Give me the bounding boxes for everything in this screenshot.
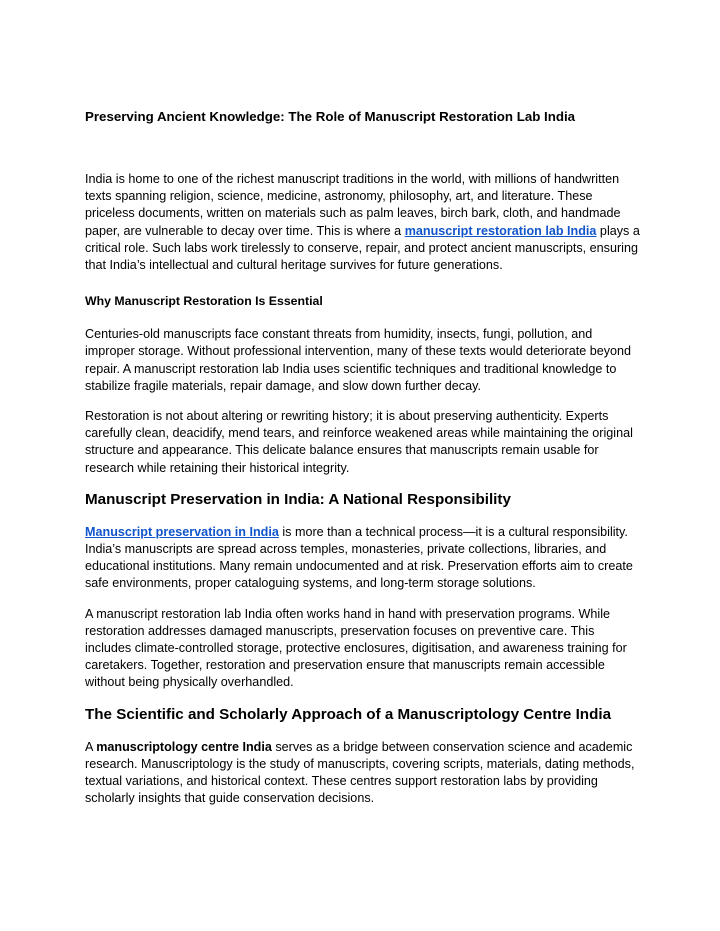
why-paragraph-2: Restoration is not about altering or rewriting history; it is about preserving authenticity. Experts carefully clean, deacidify, mend tears, and reinforce weakened areas while maintaining the original structure and appearance. This delicate balance ensures that manuscripts remain usable for research while retaining their historical integrity. <box>85 409 633 475</box>
scientific-paragraph-1 <box>85 739 641 808</box>
manuscriptology-centre-term: manuscriptology centre India <box>96 739 272 754</box>
scientific-text-after-bold: serves as a bridge between conservation science and academic research. Manuscriptology is the study of manuscripts, covering scripts, materials, dating methods, textual variations, and historical context. These centres support restoration labs by providing scholarly insights that guide conservation decisions. <box>85 739 635 806</box>
document-title: Preserving Ancient Knowledge: The Role of Manuscript Restoration Lab India <box>85 109 576 124</box>
preservation-text-after-link: is more than a technical process—it is a cultural responsibility. India’s manuscripts are spread across temples, monasteries, private collections, libraries, and educational institutions. Many remain undocumented and at risk. Preservation efforts aim to create safe environments, proper cataloguing systems, and long-term storage solutions. <box>85 524 633 591</box>
manuscript-preservation-link[interactable]: Manuscript preservation in India <box>85 524 279 539</box>
preservation-paragraph-1 <box>85 524 641 593</box>
why-restoration-heading: Why Manuscript Restoration Is Essential <box>85 294 323 309</box>
document-body <box>85 171 641 820</box>
intro-text-before-link: India is home to one of the richest manuscript traditions in the world, with millions of handwritten texts spanning religion, science, medicine, astronomy, philosophy, art, and literature. These priceless documents, written on materials such as palm leaves, birch bark, cloth, and handmade paper, are vulnerable to decay over time. This is where a <box>85 172 621 238</box>
preservation-heading: Manuscript Preservation in India: A National Responsibility <box>85 490 511 508</box>
scientific-text-before-bold: A <box>85 739 97 754</box>
manuscript-restoration-lab-link[interactable]: manuscript restoration lab India <box>404 223 597 238</box>
intro-text-after-link: plays a critical role. Such labs work tirelessly to conserve, repair, and protect ancient manuscripts, ensuring that India’s intellectual and cultural heritage survives for future generations. <box>85 223 640 273</box>
intro-paragraph <box>85 171 641 274</box>
scientific-approach-heading: The Scientific and Scholarly Approach of a Manuscriptology Centre India <box>85 705 612 723</box>
preservation-paragraph-2: A manuscript restoration lab India often works hand in hand with preservation programs. While restoration addresses damaged manuscripts, preservation focuses on preventive care. This includes climate-controlled storage, protective enclosures, digitisation, and awareness training for caretakers. Together, restoration and preservation ensure that manuscripts remain accessible without being physically overhandled. <box>85 606 627 690</box>
why-paragraph-1: Centuries-old manuscripts face constant threats from humidity, insects, fungi, pollution, and improper storage. Without professional intervention, many of these texts would deteriorate beyond repair. A manuscript restoration lab India uses scientific techniques and traditional knowledge to stabilize fragile materials, repair damage, and slow down further decay. <box>85 327 632 393</box>
